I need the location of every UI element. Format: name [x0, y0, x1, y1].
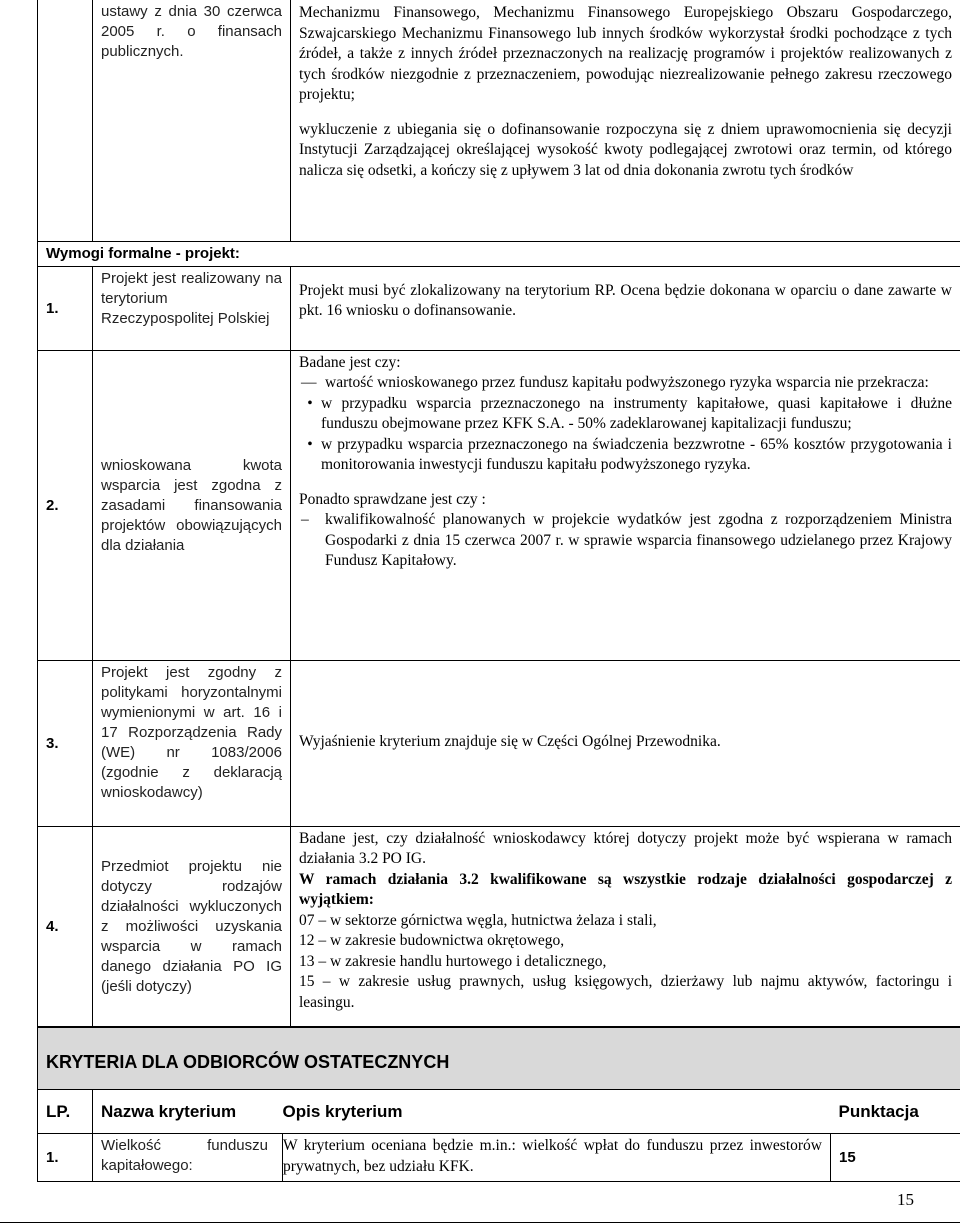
- continued-description: [291, 0, 960, 241]
- table-row: [38, 826, 960, 1026]
- bullet-item: w przypadku wsparcia przeznaczonego na instrumenty kapitałowe, quasi kapitałowe i dłużne funduszu obejmowane przez KFK S.A. - 50% zadeklarowanej kapitalizacji funduszu;: [321, 394, 952, 432]
- table-row: [38, 1134, 960, 1182]
- formal-header: Wymogi formalne - projekt:: [38, 241, 291, 266]
- header-description: Opis kryterium: [283, 1090, 831, 1134]
- continued-paragraph-1: Mechanizmu Finansowego, Mechanizmu Finansowego Europejskiego Obszaru Gospodarczego, Szwajcarskiego Mechanizmu Finansowego lub innych środków wykorzystał środki pochodzące z tych źródeł, a także z innych źródeł przeznaczonych na realizację programów i projektów realizowanych z tych środków niezgodnie z przeznaczeniem, powodując niezrealizowanie pełnego zakresu rzeczowego projektu;: [299, 4, 952, 103]
- dash-item: kwalifikowalność planowanych w projekcie wydatków jest zgodna z rozporządzeniem Ministra Gospodarki z dnia 15 czerwca 2007 r. w sprawie wsparcia finansowego udzielanego przez Krajowy Fundusz Kapitałowy.: [325, 511, 952, 569]
- criterion-description: Projekt musi być zlokalizowany na terytorium RP. Ocena będzie dokonana w oparciu o dane zawarte w pkt. 16 wniosku o dofinansowanie.: [291, 266, 960, 350]
- criterion-description: [291, 826, 960, 1026]
- exclusion-bold: W ramach działania 3.2 kwalifikowane są wszystkie rodzaje działalności gospodarczej z wyjątkiem:: [299, 870, 952, 908]
- header-lp: LP.: [38, 1090, 93, 1134]
- exclusion-item: 07 – w sektorze górnictwa węgla, hutnictwa żelaza i stali,: [299, 911, 657, 929]
- criterion-description: W kryterium oceniana będzie m.in.: wielkość wpłat do funduszu przez inwestorów prywatnych, bez udziału KFK.: [283, 1134, 831, 1182]
- dash-item: wartość wnioskowanego przez fundusz kapitału podwyższonego ryzyka wsparcia nie przekracza:: [325, 374, 929, 391]
- criterion-description: Badane jest czy: — wartość wnioskowanego przez fundusz kapitału podwyższonego ryzyka wsparcia nie przekracza: • w przypadku wsparcia przeznaczonego na instrumenty kapitałowe, quasi kapitałowe i dłużne funduszu obejmowane przez KFK S.A. - 50% zadeklarowanej kapitalizacji funduszu; • w przypadku wsparcia przeznaczonego na świadczenia bezzwrotne - 65% kosztów przygotowania i monitorowania inwestycji funduszu kapitału podwyższonego ryzyka. Ponadto sprawdzane jest czy : – kwalifikowalność planowanych w projekcie wydatków jest zgodna z rozporządzeniem Ministra Gospodarki z dnia 15 czerwca 2007 r. w sprawie wsparcia finansowego udzielanego przez Krajowy Fundusz Kapitałowy.: [291, 350, 960, 660]
- page-number: 15: [897, 1190, 914, 1209]
- header-points: Punktacja: [831, 1090, 960, 1134]
- section-title: KRYTERIA DLA ODBIORCÓW OSTATECZNYCH: [38, 1028, 960, 1090]
- check-intro-2: Ponadto sprawdzane jest czy :: [299, 490, 486, 508]
- bullet-item: w przypadku wsparcia przeznaczonego na świadczenia bezzwrotne - 65% kosztów przygotowania i monitorowania inwestycji funduszu kapitału podwyższonego ryzyka.: [321, 435, 952, 473]
- exclusion-intro: Badane jest, czy działalność wnioskodawcy której dotyczy projekt może być wspierana w ramach działania 3.2 PO IG.: [299, 829, 952, 867]
- exclusion-item: 12 – w zakresie budownictwa okrętowego,: [299, 932, 565, 949]
- exclusion-item: 13 – w zakresie handlu hurtowego i detalicznego,: [299, 952, 607, 970]
- final-criteria-table: [37, 1027, 960, 1182]
- continued-row: [38, 0, 960, 241]
- exclusion-item: 15 – w zakresie usług prawnych, usług księgowych, dzierżawy lub najmu aktywów, factoringu i leasingu.: [299, 973, 952, 1011]
- check-intro: Badane jest czy:: [299, 353, 401, 371]
- row-number: 4.: [38, 826, 93, 1026]
- row-number: 3.: [38, 660, 93, 826]
- formal-requirements-table: [37, 0, 960, 1027]
- continued-criterion: ustawy z dnia 30 czerwca 2005 r. o finansach publicznych.: [93, 0, 291, 241]
- row-number: 1.: [38, 1134, 93, 1182]
- page-divider: [0, 1222, 960, 1223]
- header-name: Nazwa kryterium: [93, 1090, 283, 1134]
- criterion-name: Projekt jest realizowany na terytorium Rzeczypospolitej Polskiej: [93, 266, 291, 350]
- criterion-name: Projekt jest zgodny z politykami horyzontalnymi wymienionymi w art. 16 i 17 Rozporządzenia Rady (WE) nr 1083/2006 (zgodnie z deklaracją wnioskodawcy): [93, 660, 291, 826]
- row-number: 1.: [38, 266, 93, 350]
- bullet-icon: •: [307, 394, 313, 412]
- row-number: 2.: [38, 350, 93, 660]
- criterion-name: wnioskowana kwota wsparcia jest zgodna z zasadami finansowania projektów obowiązujących dla działania: [93, 350, 291, 660]
- criterion-points: 15: [831, 1134, 960, 1182]
- table-row: [38, 660, 960, 826]
- criterion-name: Przedmiot projektu nie dotyczy rodzajów działalności wykluczonych z możliwości uzyskania wsparcia w ramach danego działania PO IG (jeśli dotyczy): [93, 826, 291, 1026]
- criterion-name: Wielkość funduszu kapitałowego:: [93, 1134, 283, 1182]
- criterion-description: Wyjaśnienie kryterium znajduje się w Części Ogólnej Przewodnika.: [291, 660, 960, 826]
- bullet-icon: •: [307, 435, 313, 453]
- table-row: [38, 350, 960, 660]
- table-row: [38, 266, 960, 350]
- continued-paragraph-2: wykluczenie z ubiegania się o dofinansowanie rozpoczyna się z dniem uprawomocnienia się decyzji Instytucji Zarządzającej określającej wysokość kwoty podlegającej zwrotowi oraz termin, od którego nalicza się odsetki, a kończy się z upływem 3 lat od dnia dokonania zwrotu tych środków: [299, 120, 952, 179]
